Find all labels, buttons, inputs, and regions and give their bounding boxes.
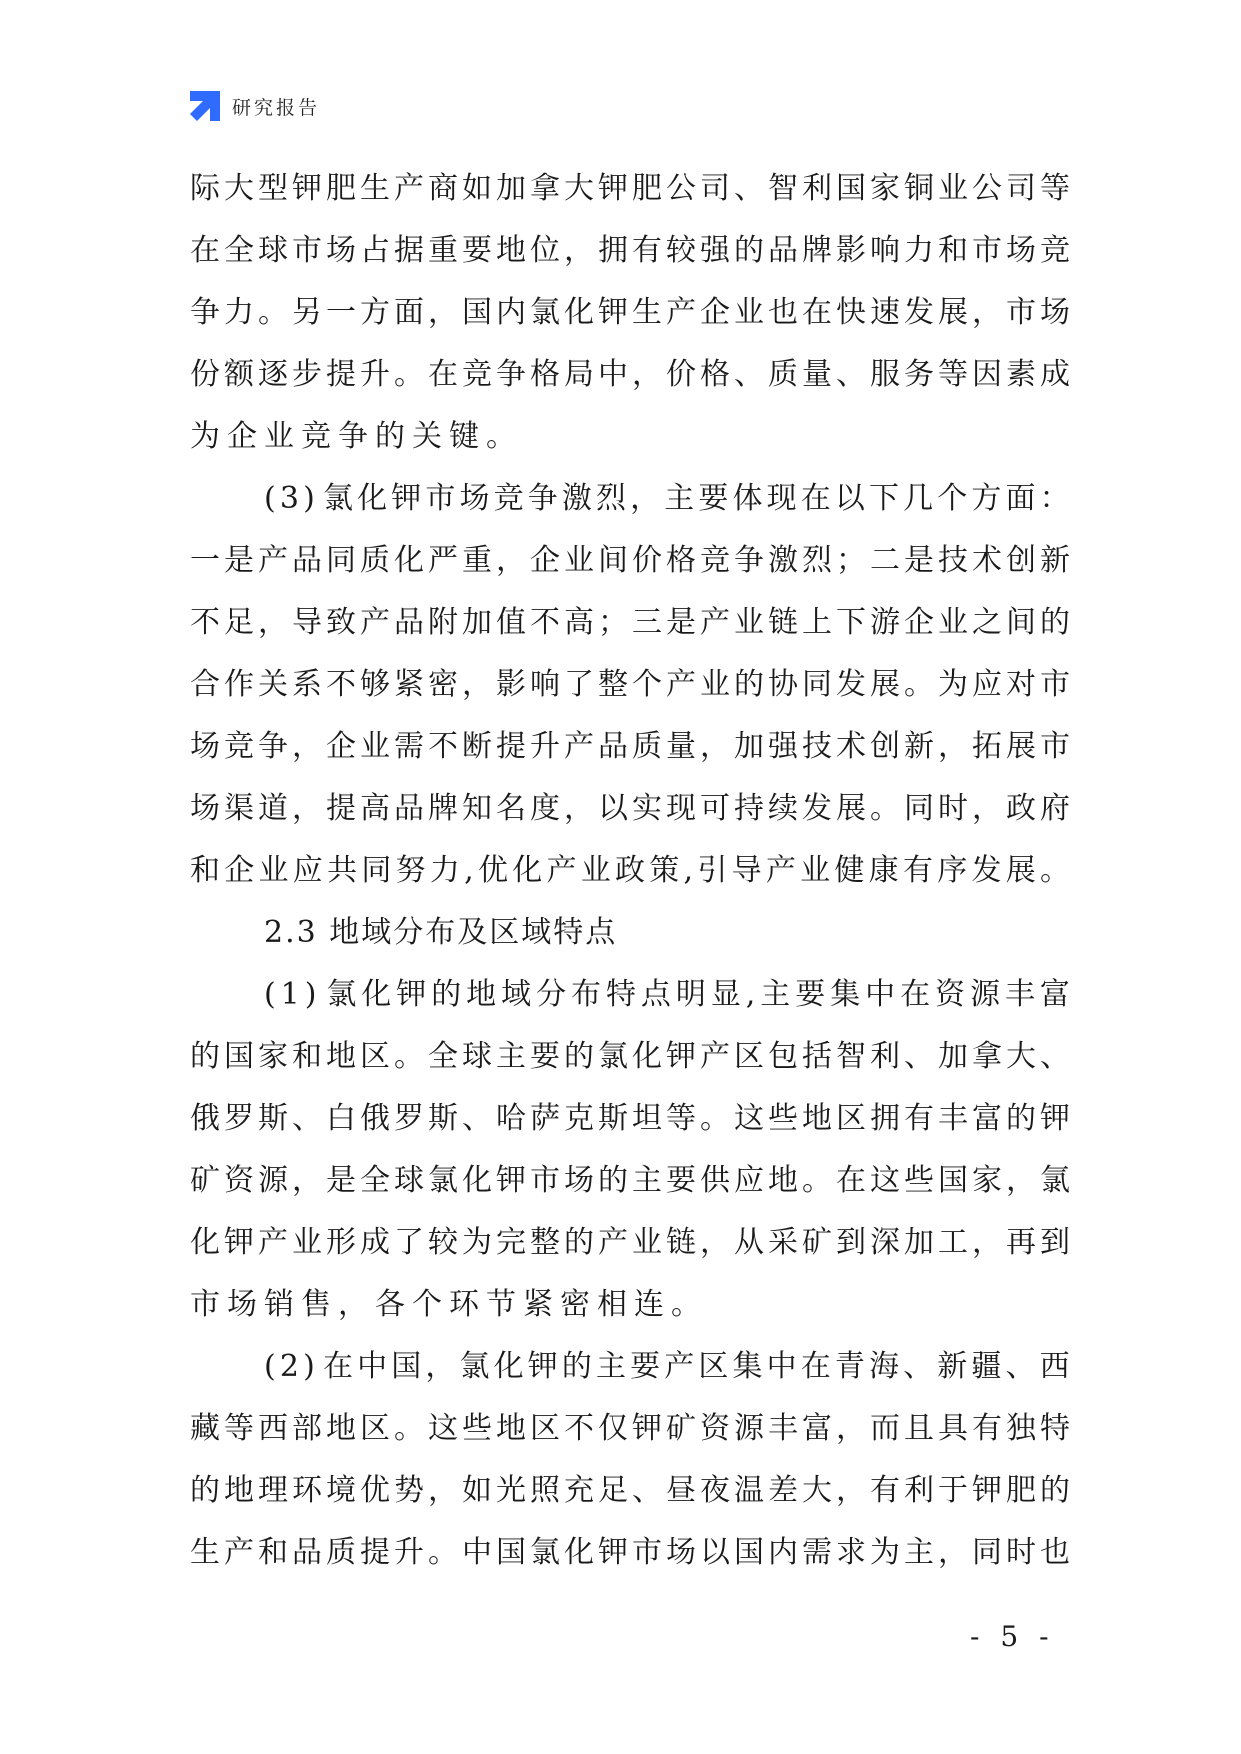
section-heading: 2.3 地域分布及区域特点 xyxy=(264,915,618,950)
text-line: ( 2 ) 在 中 国 ， 氯 化 钾 的 主 要 产 区 集 中 在 青 海 、 新 疆 、 西 xyxy=(264,1349,1070,1384)
text-line: 际 大 型 钾 肥 生 产 商 如 加 拿 大 钾 肥 公 司 、 智 利 国 家 铜 业 公 司 等 xyxy=(190,171,1070,206)
text-line: 争 力 。 另 一 方 面 ， 国 内 氯 化 钾 生 产 企 业 也 在 快 速 发 展 ， 市 场 xyxy=(190,295,1070,330)
text-line: ( 1 ) 氯 化 钾 的 地 域 分 布 特 点 明 显 , 主 要 集 中 在 资 源 丰 富 xyxy=(264,977,1070,1012)
text-line: ( 3 ) 氯 化 钾 市 场 竞 争 激 烈 ， 主 要 体 现 在 以 下 几 个 方 面 ： xyxy=(264,481,1070,516)
text-line: 的 国 家 和 地 区 。 全 球 主 要 的 氯 化 钾 产 区 包 括 智 利 、 加 拿 大 、 xyxy=(190,1039,1070,1074)
text-line: 矿 资 源 ， 是 全 球 氯 化 钾 市 场 的 主 要 供 应 地 。 在 这 些 国 家 ， 氯 xyxy=(190,1163,1070,1198)
text-line: 不 足 ， 导 致 产 品 附 加 值 不 高 ； 三 是 产 业 链 上 下 游 企 业 之 间 的 xyxy=(190,605,1070,640)
text-line: 化 钾 产 业 形 成 了 较 为 完 整 的 产 业 链 ， 从 采 矿 到 深 加 工 ， 再 到 xyxy=(190,1225,1070,1260)
text-line: 为企业竞争的关键。 xyxy=(190,419,523,454)
page-number: - 5 - xyxy=(970,1620,1055,1653)
text-line: 在 全 球 市 场 占 据 重 要 地 位 ， 拥 有 较 强 的 品 牌 影 响 力 和 市 场 竞 xyxy=(190,233,1070,268)
text-line: 生 产 和 品 质 提 升 。 中 国 氯 化 钾 市 场 以 国 内 需 求 为 主 ， 同 时 也 xyxy=(190,1535,1070,1570)
body-text xyxy=(190,158,1070,1584)
text-line: 俄 罗 斯 、 白 俄 罗 斯 、 哈 萨 克 斯 坦 等 。 这 些 地 区 拥 有 丰 富 的 钾 xyxy=(190,1101,1070,1136)
arrow-up-right-logo-icon xyxy=(190,91,220,121)
text-line: 份 额 逐 步 提 升 。 在 竞 争 格 局 中 ， 价 格 、 质 量 、 服 务 等 因 素 成 xyxy=(190,357,1070,392)
text-line: 和 企 业 应 共 同 努 力 , 优 化 产 业 政 策 , 引 导 产 业 健 康 有 序 发 展 。 xyxy=(190,853,1070,888)
report-header xyxy=(190,88,320,124)
text-line: 的 地 理 环 境 优 势 ， 如 光 照 充 足 、 昼 夜 温 差 大 ， 有 利 于 钾 肥 的 xyxy=(190,1473,1070,1508)
text-line: 市场销售，各个环节紧密相连。 xyxy=(190,1287,708,1322)
text-line: 藏 等 西 部 地 区 。 这 些 地 区 不 仅 钾 矿 资 源 丰 富 ， 而 且 具 有 独 特 xyxy=(190,1411,1070,1446)
text-line: 场 竞 争 ， 企 业 需 不 断 提 升 产 品 质 量 ， 加 强 技 术 创 新 ， 拓 展 市 xyxy=(190,729,1070,764)
text-line: 场 渠 道 ， 提 高 品 牌 知 名 度 ， 以 实 现 可 持 续 发 展 。 同 时 ， 政 府 xyxy=(190,791,1070,826)
text-line: 合 作 关 系 不 够 紧 密 ， 影 响 了 整 个 产 业 的 协 同 发 展 。 为 应 对 市 xyxy=(190,667,1070,702)
header-title: 研究报告 xyxy=(232,96,321,119)
text-line: 一 是 产 品 同 质 化 严 重 ， 企 业 间 价 格 竞 争 激 烈 ； 二 是 技 术 创 新 xyxy=(190,543,1070,578)
